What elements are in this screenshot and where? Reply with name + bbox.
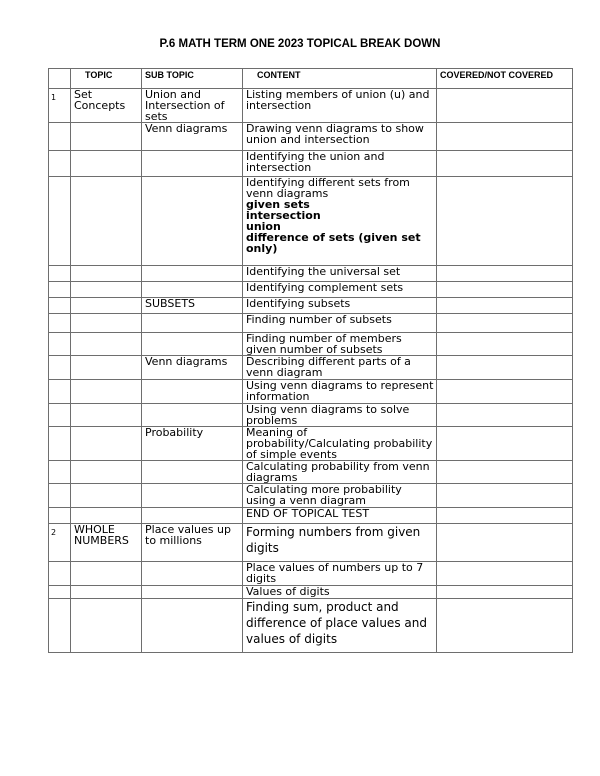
row-number	[49, 404, 71, 427]
row-number	[49, 586, 71, 599]
table-row	[49, 177, 573, 266]
content-text: Describing different parts of a venn diagram	[246, 355, 411, 379]
table-row	[49, 89, 573, 123]
row-number	[49, 356, 71, 380]
row-subtopic	[142, 333, 243, 356]
row-content	[243, 314, 437, 333]
row-content	[243, 266, 437, 282]
table-header-row	[49, 69, 573, 89]
content-text: Listing members of union (u) and intersection	[246, 88, 430, 112]
content-bold-item: given sets	[246, 198, 310, 211]
content-text: Calculating probability from venn diagrams	[246, 460, 430, 484]
table-row	[49, 508, 573, 524]
row-topic	[71, 599, 142, 653]
content-text: Place values of numbers up to 7 digits	[246, 561, 424, 585]
row-number	[49, 123, 71, 151]
row-content	[243, 461, 437, 484]
row-topic	[71, 177, 142, 266]
row-subtopic	[142, 599, 243, 653]
row-subtopic	[142, 380, 243, 404]
row-subtopic: SUBSETS	[142, 298, 243, 314]
content-text: Meaning of probability/Calculating probability of simple events	[246, 426, 433, 461]
row-content	[243, 298, 437, 314]
row-number	[49, 266, 71, 282]
content-text: Finding sum, product and difference of place values and values of digits	[246, 600, 427, 646]
row-topic	[71, 266, 142, 282]
row-number: 2	[49, 524, 71, 562]
row-number	[49, 461, 71, 484]
row-covered	[437, 599, 573, 653]
row-subtopic	[142, 586, 243, 599]
row-content	[243, 562, 437, 586]
row-content	[243, 356, 437, 380]
row-subtopic: Union and Intersection of sets	[142, 89, 243, 123]
row-content	[243, 599, 437, 653]
row-content	[243, 282, 437, 298]
row-content	[243, 524, 437, 562]
row-content	[243, 404, 437, 427]
table-row	[49, 404, 573, 427]
row-content	[243, 123, 437, 151]
row-topic	[71, 298, 142, 314]
row-covered	[437, 123, 573, 151]
row-covered	[437, 562, 573, 586]
row-content	[243, 333, 437, 356]
row-topic	[71, 562, 142, 586]
row-topic	[71, 461, 142, 484]
table-row	[49, 562, 573, 586]
row-number	[49, 177, 71, 266]
row-topic	[71, 151, 142, 177]
header-content: CONTENT	[243, 69, 437, 89]
header-number	[49, 69, 71, 89]
row-covered	[437, 333, 573, 356]
table-row	[49, 524, 573, 562]
row-covered	[437, 427, 573, 461]
row-number: 1	[49, 89, 71, 123]
content-text: Identifying the union and intersection	[246, 150, 385, 174]
row-covered	[437, 356, 573, 380]
row-subtopic	[142, 404, 243, 427]
table-row	[49, 427, 573, 461]
topic-breakdown-table	[48, 68, 573, 653]
content-text: Finding number of members given number of subsets	[246, 332, 402, 356]
row-covered	[437, 404, 573, 427]
row-content	[243, 151, 437, 177]
table-row	[49, 151, 573, 177]
header-topic: TOPIC	[71, 69, 142, 89]
row-content	[243, 427, 437, 461]
row-topic	[71, 380, 142, 404]
row-subtopic	[142, 461, 243, 484]
content-text: Using venn diagrams to represent information	[246, 379, 434, 403]
content-text: Values of digits	[246, 585, 330, 598]
content-text: Identifying the universal set	[246, 265, 401, 278]
row-subtopic	[142, 508, 243, 524]
table-row	[49, 356, 573, 380]
row-covered	[437, 266, 573, 282]
table-row	[49, 461, 573, 484]
document-title: P.6 MATH TERM ONE 2023 TOPICAL BREAK DOWN	[159, 38, 441, 50]
content-text: Finding number of subsets	[246, 313, 392, 326]
table-body	[49, 89, 573, 653]
table-row	[49, 314, 573, 333]
row-number	[49, 282, 71, 298]
content-bold-item: union	[246, 220, 281, 233]
row-topic	[71, 314, 142, 333]
row-covered	[437, 282, 573, 298]
row-content	[243, 89, 437, 123]
row-subtopic: Place values up to millions	[142, 524, 243, 562]
header-subtopic: SUB TOPIC	[142, 69, 243, 89]
row-covered	[437, 380, 573, 404]
row-topic: WHOLE NUMBERS	[71, 524, 142, 562]
row-number	[49, 562, 71, 586]
table-row	[49, 599, 573, 653]
table-row	[49, 586, 573, 599]
row-number	[49, 599, 71, 653]
table-row	[49, 123, 573, 151]
row-covered	[437, 524, 573, 562]
row-number	[49, 484, 71, 508]
row-subtopic: Venn diagrams	[142, 123, 243, 151]
row-covered	[437, 89, 573, 123]
table-row	[49, 282, 573, 298]
content-text: END OF TOPICAL TEST	[246, 507, 370, 520]
row-topic	[71, 333, 142, 356]
content-text: Identifying subsets	[246, 297, 351, 310]
row-subtopic	[142, 562, 243, 586]
row-topic	[71, 282, 142, 298]
row-number	[49, 314, 71, 333]
content-text: Identifying complement sets	[246, 281, 404, 294]
row-topic	[71, 586, 142, 599]
table-row	[49, 266, 573, 282]
row-topic: Set Concepts	[71, 89, 142, 123]
row-topic	[71, 356, 142, 380]
row-subtopic	[142, 151, 243, 177]
row-covered	[437, 177, 573, 266]
row-number	[49, 333, 71, 356]
row-topic	[71, 123, 142, 151]
row-number	[49, 298, 71, 314]
table-row	[49, 484, 573, 508]
row-content	[243, 508, 437, 524]
content-bold-item: difference of sets (given set only)	[246, 231, 421, 255]
table-row	[49, 298, 573, 314]
row-content	[243, 484, 437, 508]
content-text: Drawing venn diagrams to show union and intersection	[246, 122, 424, 146]
row-covered	[437, 151, 573, 177]
content-text: Using venn diagrams to solve problems	[246, 403, 410, 427]
row-covered	[437, 298, 573, 314]
row-covered	[437, 586, 573, 599]
row-number	[49, 380, 71, 404]
row-subtopic: Venn diagrams	[142, 356, 243, 380]
row-topic	[71, 508, 142, 524]
row-subtopic	[142, 282, 243, 298]
row-topic	[71, 427, 142, 461]
row-topic	[71, 484, 142, 508]
row-covered	[437, 508, 573, 524]
table-row	[49, 380, 573, 404]
row-content	[243, 586, 437, 599]
content-bold-item: intersection	[246, 209, 321, 222]
row-number	[49, 427, 71, 461]
row-subtopic	[142, 266, 243, 282]
row-number	[49, 508, 71, 524]
row-content	[243, 380, 437, 404]
row-covered	[437, 484, 573, 508]
content-text: Identifying different sets from venn diagrams	[246, 176, 410, 200]
row-subtopic	[142, 177, 243, 266]
table-row	[49, 333, 573, 356]
row-number	[49, 151, 71, 177]
row-subtopic	[142, 484, 243, 508]
row-subtopic	[142, 314, 243, 333]
row-covered	[437, 461, 573, 484]
row-covered	[437, 314, 573, 333]
content-text: Calculating more probability using a venn diagram	[246, 483, 402, 507]
row-content	[243, 177, 437, 266]
row-topic	[71, 404, 142, 427]
header-covered: COVERED/NOT COVERED	[437, 69, 573, 89]
row-subtopic: Probability	[142, 427, 243, 461]
content-text: Forming numbers from given digits	[246, 525, 421, 555]
